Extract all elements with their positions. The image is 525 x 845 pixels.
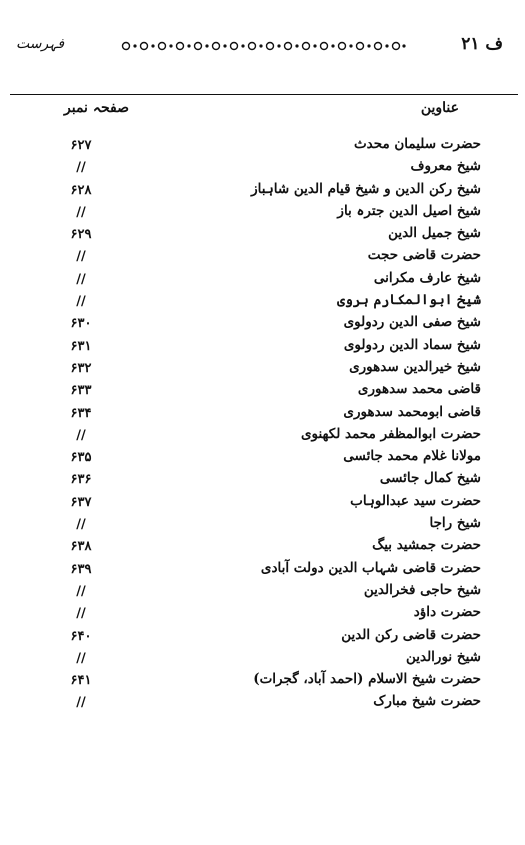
- toc-entry-page: ۶۳۴: [70, 405, 92, 421]
- toc-entry: [0, 245, 525, 267]
- toc-entry-page: ۶۳۶: [70, 472, 92, 488]
- toc-entry-page: //: [76, 249, 86, 265]
- page-header: [0, 36, 525, 60]
- toc-entry: [0, 625, 525, 647]
- toc-entry-page: //: [76, 427, 86, 443]
- toc-entry: [0, 424, 525, 446]
- toc-entry: [0, 379, 525, 401]
- toc-entry-title: شیخ نورالدین: [405, 648, 481, 665]
- toc-entry: [0, 580, 525, 602]
- toc-entry-title: قاضی ابومحمد سدھوری: [343, 403, 481, 420]
- toc-entry: [0, 558, 525, 580]
- toc-entry: [0, 602, 525, 624]
- header-rule: [10, 94, 518, 95]
- toc-entry-title: حضرت سید عبدالوہاب: [350, 492, 481, 509]
- toc-entry: [0, 312, 525, 334]
- toc-entry-title: حضرت جمشید بیگ: [372, 537, 481, 554]
- toc-entry-page: //: [76, 204, 86, 220]
- toc-entry: [0, 647, 525, 669]
- toc-entry-page: ۶۳۱: [70, 338, 92, 354]
- toc-entry-page: ۶۳۹: [70, 561, 92, 577]
- toc-entry-page: ۶۳۷: [70, 494, 92, 510]
- toc-entry-title: شیخ خیرالدین سدھوری: [349, 358, 481, 375]
- header-page-ref: ف ۲۱: [461, 34, 503, 54]
- toc-entry-page: ۶۳۵: [70, 450, 92, 466]
- toc-entry: [0, 156, 525, 178]
- header-section-label: فہرست: [16, 36, 65, 52]
- toc-entry-title: حضرت سلیمان محدث: [353, 136, 481, 152]
- toc-list: [0, 134, 525, 714]
- toc-entry: [0, 669, 525, 691]
- toc-entry-title: حضرت ابوالمظفر محمد لکھنوی: [300, 425, 481, 442]
- toc-entry-page: //: [76, 583, 86, 599]
- toc-entry: [0, 223, 525, 245]
- toc-entry: [0, 335, 525, 357]
- toc-entry-page: ۶۳۰: [70, 316, 92, 332]
- toc-entry-title: حضرت شیخ الاسلام (احمد آباد، گجرات): [253, 671, 481, 688]
- toc-entry-page: ۶۲۷: [70, 138, 92, 153]
- toc-entry-title: شیخ جمیل الدین: [388, 225, 481, 242]
- toc-entry-title: حضرت قاضی شہاب الدین دولت آبادی: [260, 559, 481, 576]
- toc-entry-page: ۶۳۳: [70, 383, 92, 399]
- toc-entry: [0, 268, 525, 290]
- toc-entry-page: //: [76, 606, 86, 622]
- toc-entry-title: شیخ سماد الدین ردولوی: [343, 336, 481, 353]
- ornament-divider: [120, 38, 410, 54]
- toc-entry-page: //: [76, 695, 86, 711]
- toc-entry-page: //: [76, 517, 86, 533]
- toc-entry-title: حضرت داؤد: [413, 604, 481, 621]
- toc-entry: [0, 201, 525, 223]
- toc-entry-title: شیخ کمال جائسی: [379, 470, 481, 487]
- toc-entry-title: مولانا غلام محمد جائسی: [343, 448, 481, 465]
- toc-entry-title: شیخ حاجی فخرالدین: [363, 581, 481, 598]
- toc-entry: [0, 446, 525, 468]
- column-header-page-number: صفحہ نمبر: [64, 100, 130, 116]
- toc-entry-page: ۶۴۰: [70, 628, 92, 644]
- toc-entry-page: //: [76, 650, 86, 666]
- toc-entry: [0, 402, 525, 424]
- toc-entry-page: //: [76, 294, 86, 310]
- toc-entry: [0, 179, 525, 201]
- toc-entry-title: قاضی محمد سدھوری: [357, 381, 481, 398]
- toc-entry: [0, 290, 525, 312]
- toc-entry-title: شیخ ابوالمکارم ہروی: [337, 292, 481, 309]
- toc-entry: [0, 468, 525, 490]
- toc-entry-page: ۶۳۲: [70, 360, 92, 376]
- toc-entry-page: //: [76, 160, 86, 176]
- column-header-titles: عناوین: [420, 100, 459, 116]
- toc-entry-title: شیخ عارف مکرانی: [373, 269, 481, 286]
- toc-entry-page: ۶۴۱: [70, 673, 92, 689]
- toc-entry: [0, 357, 525, 379]
- toc-entry: [0, 134, 525, 156]
- toc-entry-title: شیخ رکن الدین و شیخ قیام الدین شاہباز: [251, 180, 481, 197]
- toc-entry: [0, 513, 525, 535]
- toc-entry: [0, 491, 525, 513]
- toc-entry-title: حضرت قاضی حجت: [367, 247, 481, 264]
- toc-entry-title: حضرت قاضی رکن الدین: [341, 626, 481, 643]
- toc-entry: [0, 691, 525, 713]
- toc-entry-title: شیخ راجا: [429, 515, 481, 532]
- toc-entry: [0, 535, 525, 557]
- toc-entry-page: ۶۳۸: [70, 539, 92, 555]
- toc-entry-title: شیخ صفی الدین ردولوی: [343, 314, 481, 331]
- toc-entry-title: حضرت شیخ مبارک: [373, 693, 481, 710]
- toc-entry-page: ۶۲۹: [70, 227, 92, 243]
- toc-entry-page: ۶۲۸: [70, 182, 92, 198]
- toc-entry-title: شیخ معروف: [410, 158, 481, 175]
- toc-entry-title: شیخ اصیل الدین جترہ باز: [337, 202, 481, 219]
- toc-entry-page: //: [76, 271, 86, 287]
